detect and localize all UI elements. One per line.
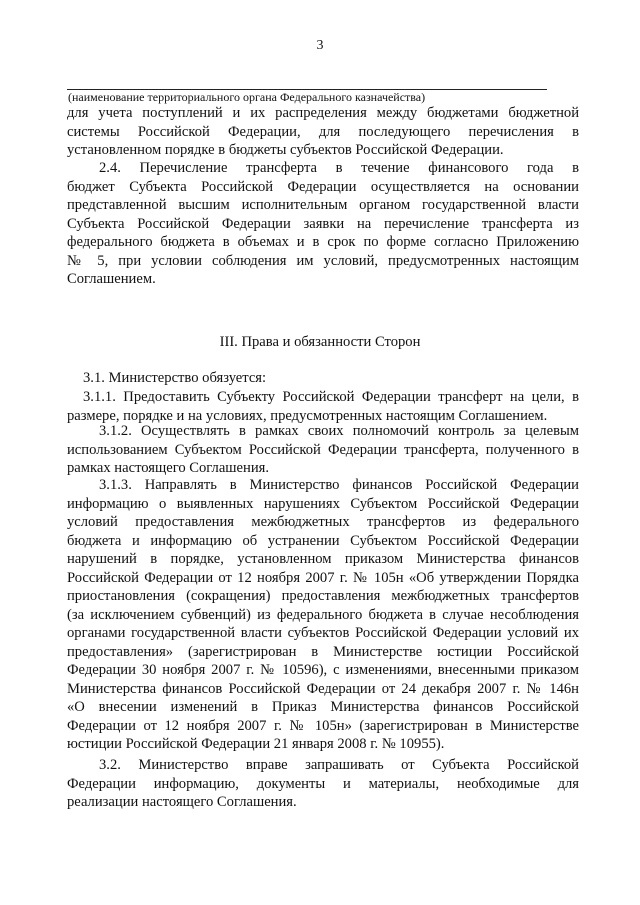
clause-3-2 [67, 756, 579, 812]
text-line: Министерства финансов Российской Федерации от 24 декабря 2007 г. № 146н [67, 680, 579, 697]
text-line: «О внесении изменений в Приказ Министерства финансов Российской [67, 699, 579, 715]
text-line: условий предоставления межбюджетных трансфертов из федерального [67, 514, 579, 530]
text-line: (за исключением субвенций) из федерального бюджета в случае несоблюдения [67, 606, 579, 623]
text-line: рамках настоящего Соглашения. [67, 460, 269, 476]
text-line: 2.4. Перечисление трансферта в течение финансового года в [99, 160, 579, 176]
text-line: представленной высшим исполнительным органом государственной власти [67, 197, 579, 213]
clause-2-4 [67, 159, 579, 289]
text-line: для учета поступлений и их распределения между бюджетами бюджетной [67, 105, 579, 121]
text-line: Соглашением. [67, 271, 156, 287]
page-number: 3 [316, 38, 324, 53]
text-line: Федерации 30 ноября 2007 г. № 10596), с изменениями, внесенными приказом [67, 662, 579, 678]
text-line: нарушений в порядке, установленном приказом Министерства финансов [67, 551, 579, 567]
text-line: 3.1.2. Осуществлять в рамках своих полномочий контроль за целевым [99, 423, 579, 439]
clause-3-1-2 [67, 422, 579, 478]
clause-3-1 [67, 369, 579, 388]
text-line: предоставления» (зарегистрирован в Министерстве юстиции Российской [67, 643, 579, 660]
text-line: Субъекта Российской Федерации заявки на перечисление трансферта из [67, 215, 579, 232]
text-line: федерального бюджета в объемах и в срок по форме согласно Приложению [67, 234, 579, 250]
text-line: Федерации информацию, документы и материалы, необходимые для [67, 775, 579, 792]
text-line: № 5, при условии соблюдения им условий, предусмотренных настоящим [67, 252, 579, 269]
treasury-body-caption: (наименование территориального органа Федерального казначейства) [68, 90, 426, 104]
clause-2-3-continuation [67, 104, 579, 160]
text-line: Федерации от 12 ноября 2007 г. № 105н» (зарегистрирован в Министерстве [67, 717, 579, 734]
text-line: реализации настоящего Соглашения. [67, 794, 297, 810]
text-line: системы Российской Федерации, для последующего перечисления в [67, 123, 579, 140]
text-line: установленном порядке в бюджеты субъектов Российской Федерации. [67, 142, 504, 158]
text-line: приостановления (сокращения) предоставления межбюджетных трансфертов [67, 588, 579, 604]
text-line: органами государственной власти субъектов Российской Федерации условий их [67, 625, 579, 641]
text-line: Российской Федерации от 12 ноября 2007 г. № 105н «Об утверждении Порядка [67, 569, 579, 586]
text-line: информацию о выявленных нарушениях Субъектом Российской Федерации [67, 495, 579, 512]
section-heading: III. Права и обязанности Сторон [219, 334, 421, 350]
text-line: 3.1.3. Направлять в Министерство финансов Российской Федерации [99, 477, 579, 493]
clause-3-1-1 [67, 388, 579, 425]
text-line: 3.1. Министерство обязуется: [83, 370, 267, 386]
text-line: 3.1.1. Предоставить Субъекту Российской Федерации трансферт на цели, в [83, 389, 579, 405]
text-line: юстиции Российской Федерации 21 января 2008 г. № 10955). [67, 736, 445, 752]
text-line: бюджет Субъекта Российской Федерации осуществляется на основании [67, 178, 579, 195]
text-line: размере, порядке и на условиях, предусмотренных настоящим Соглашением. [67, 407, 548, 424]
clause-3-1-3 [67, 476, 579, 754]
text-line: использованием Субъектом Российской Федерации трансферта, полученного в [67, 441, 579, 458]
text-line: 3.2. Министерство вправе запрашивать от Субъекта Российской [99, 757, 579, 773]
text-line: бюджета и информацию об устранении Субъектом Российской Федерации [67, 532, 579, 549]
